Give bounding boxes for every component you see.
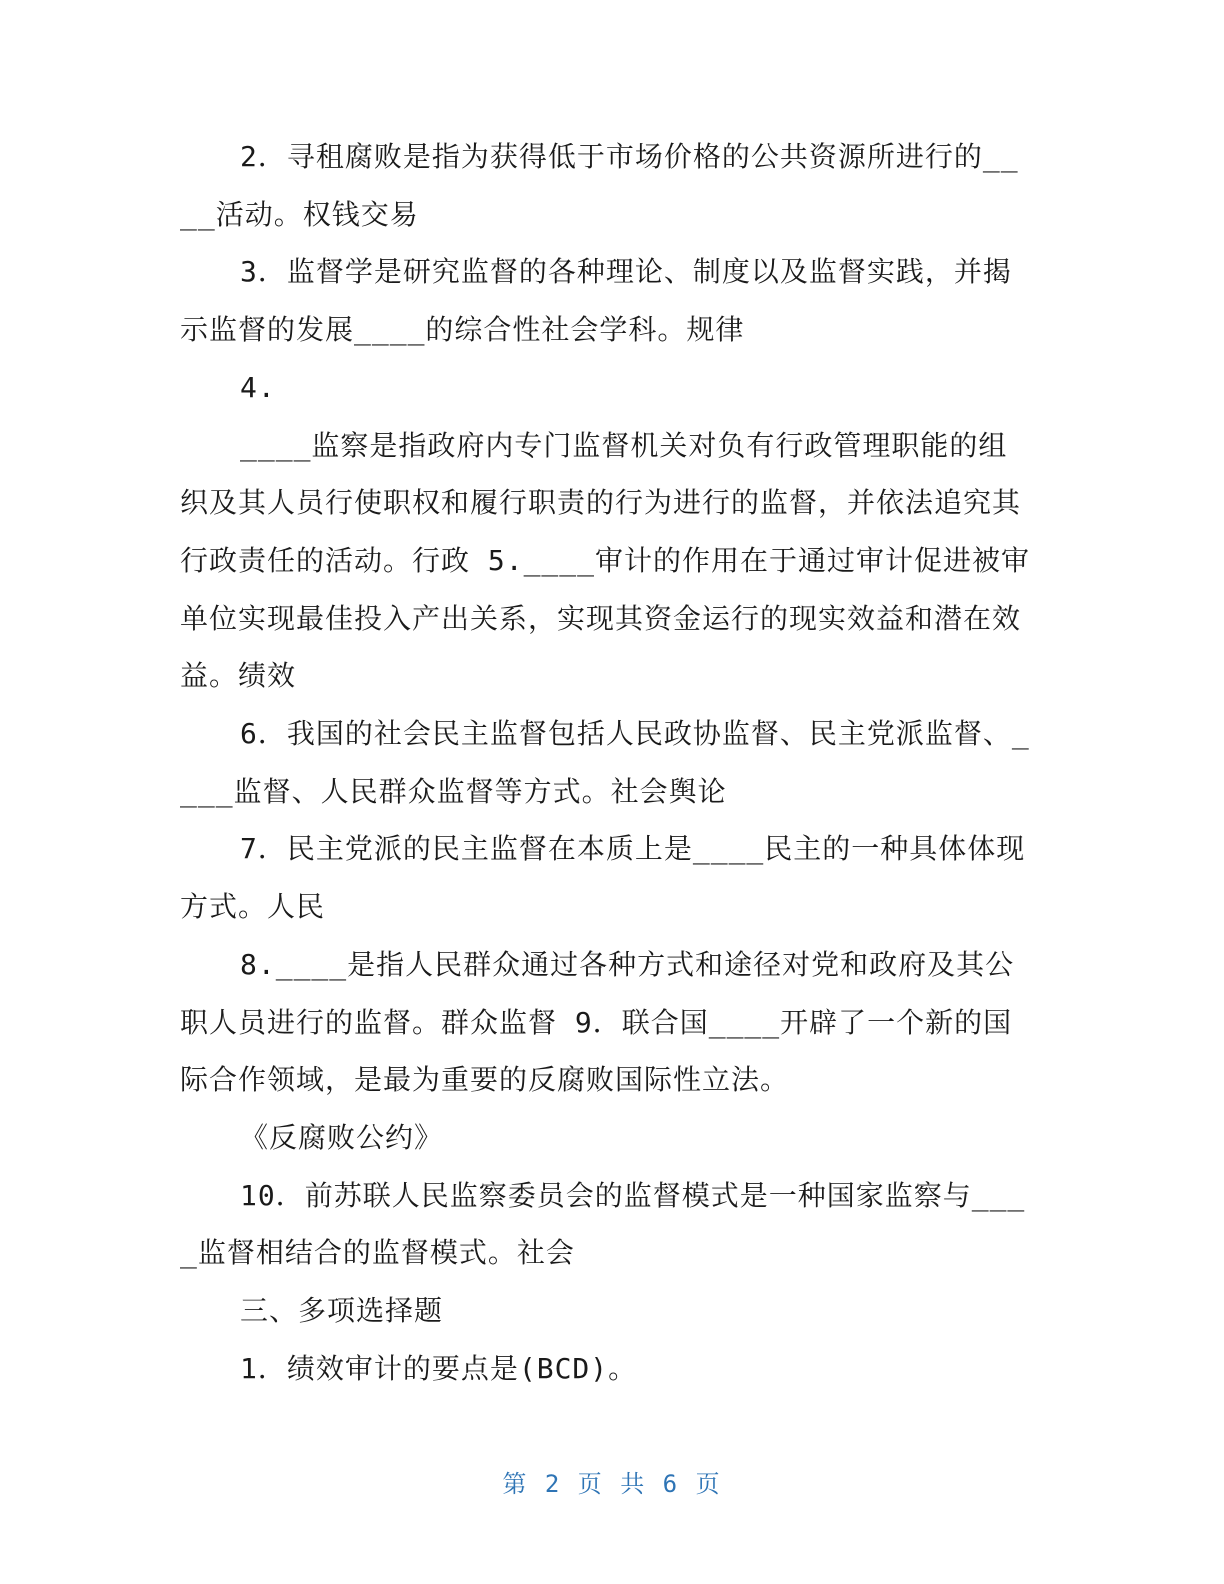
- paragraph-q3: 3．监督学是研究监督的各种理论、制度以及监督实践，并揭示监督的发展____的综合性社会学科。规律: [180, 255, 1012, 347]
- paragraph-mc-q1: 1．绩效审计的要点是(BCD)。: [240, 1351, 638, 1385]
- paragraph-q6: 6．我国的社会民主监督包括人民政协监督、民主党派监督、____监督、人民群众监督等方式。社会舆论: [180, 717, 1030, 808]
- paragraph-q10: 10．前苏联人民监察委员会的监督模式是一种国家监察与____监督相结合的监督模式。社会: [180, 1178, 1026, 1270]
- document-body: [180, 128, 1030, 1397]
- page-number-footer: 第 2 页 共 6 页: [502, 1470, 722, 1498]
- paragraph-q2: 2．寻租腐败是指为获得低于市场价格的公共资源所进行的____活动。权钱交易: [180, 140, 1019, 231]
- paragraph-q7: 7．民主党派的民主监督在本质上是____民主的一种具体体现方式。人民: [180, 832, 1026, 924]
- paragraph-q8-q9: 8.____是指人民群众通过各种方式和途径对党和政府及其公职人员进行的监督。群众监督 9．联合国____开辟了一个新的国际合作领域，是最为重要的反腐败国际性立法。: [180, 947, 1015, 1097]
- paragraph-q4-number: 4.: [240, 370, 276, 404]
- section-heading-multiple-choice: 三、多项选择题: [240, 1294, 444, 1328]
- paragraph-q4-q5: ____监察是指政府内专门监督机关对负有行政管理职能的组织及其人员行使职权和履行职责的行为进行的监督，并依法追究其行政责任的活动。行政 5.____审计的作用在于通过审计促进被审单位实现最佳投入产出关系，实现其资金运行的现实效益和潜在效益。绩效: [180, 428, 1031, 693]
- paragraph-q9-answer: 《反腐败公约》: [240, 1120, 444, 1154]
